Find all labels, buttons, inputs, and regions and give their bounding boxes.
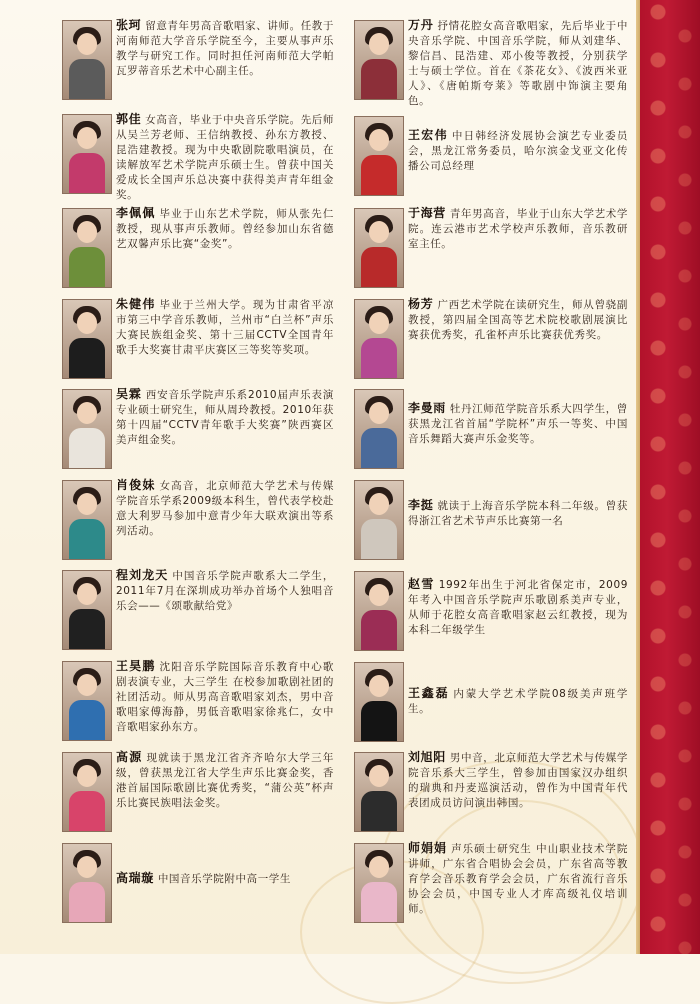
portrait-photo (354, 571, 404, 651)
person-name: 万丹 (408, 18, 434, 32)
decorative-red-border (640, 0, 700, 954)
bio-text: 广西艺术学院在读研究生，师从曾骁副教授，第四届全国高等艺术院校歌剧展演比赛获优秀奖，孔雀杯声乐比赛获优秀奖。 (408, 299, 628, 341)
bio-text: 内蒙大学艺术学院08级美声班学生。 (408, 688, 628, 715)
profile-bio (408, 841, 628, 917)
bio-text: 毕业于兰州大学。现为甘肃省平凉市第三中学音乐教师，兰州市“白兰杯”声乐大赛民族组金奖、第十三届CCTV全国青年歌手大奖赛甘肃平庆赛区三等奖等奖项。 (116, 299, 334, 356)
portrait-photo (354, 299, 404, 379)
person-name: 王鑫磊 (408, 686, 450, 700)
profile-bio (116, 659, 334, 735)
profile-bio (408, 401, 628, 447)
bio-text: 中国音乐学院附中高一学生 (157, 873, 292, 885)
portrait-photo (62, 389, 112, 469)
bio-text: 女高音，毕业于中央音乐学院。先后师从吴兰芳老师、王信纳教授、孙东方教授、昆浩建教授。现为中央歌剧院歌唱演员，在读解放军艺术学院声乐硕士生。曾获中国关爱成长全国声乐总决赛中获得美声青年组金奖。 (116, 114, 335, 201)
person-name: 于海营 (408, 206, 446, 220)
person-name: 郭佳 (116, 112, 142, 126)
portrait-photo (62, 661, 112, 741)
bio-text: 毕业于山东艺术学院，师从张先仁教授，现从事声乐教师。曾经参加山东省德艺双馨声乐比赛“金奖”。 (116, 208, 334, 250)
portrait-photo (62, 299, 112, 379)
profile-bio (116, 871, 334, 887)
portrait-photo (62, 208, 112, 288)
portrait-photo (354, 480, 404, 560)
portrait-photo (354, 662, 404, 742)
bio-text: 西安音乐学院声乐系2010届声乐表演专业硕士研究生，师从周玲教授。2010年获第十四届“CCTV青年歌手大奖赛”陕西赛区美声组金奖。 (116, 389, 334, 446)
profile-bio (116, 478, 334, 539)
portrait-photo (62, 480, 112, 560)
person-name: 李曼雨 (408, 401, 446, 415)
profile-bio (116, 297, 334, 358)
portrait-photo (62, 114, 112, 194)
person-name: 师娟娟 (408, 841, 448, 855)
profile-bio (116, 206, 334, 252)
portrait-photo (62, 20, 112, 100)
portrait-photo (354, 843, 404, 923)
profile-bio (116, 18, 334, 79)
bio-text: 就读于上海音乐学院本科二年级。曾获得浙江省艺术节声乐比赛第一名 (408, 500, 628, 527)
bio-text: 抒情花腔女高音歌唱家，先后毕业于中央音乐学院、中国音乐学院，师从刘建华、黎信昌、昆浩建、邓小俊等教授，分别获学士与硕士学位。首在《茶花女》、《波西米亚人》、《唐帕斯夸莱》等歌剧中饰演主要角色。 (408, 20, 628, 107)
portrait-photo (354, 208, 404, 288)
profile-bio (408, 297, 628, 343)
bio-text: 沈阳音乐学院国际音乐教育中心歌剧表演专业，大三学生 在校参加歌剧社团的社团活动。师从男高音歌唱家刘杰，男中音歌唱家傅海静，男低音歌唱家徐兆仁，女中音歌唱家孙东方。 (116, 661, 334, 733)
person-name: 赵雪 (408, 577, 435, 591)
portrait-photo (354, 752, 404, 832)
portrait-photo (354, 116, 404, 196)
person-name: 高源 (116, 750, 143, 764)
person-name: 杨芳 (408, 297, 434, 311)
person-name: 李佩佩 (116, 206, 156, 220)
bio-text: 中国音乐学院声歌系大二学生，2011年7月在深圳成功举办首场个人独唱音乐会——《颂歌献给党》 (116, 570, 334, 612)
profile-bio (116, 568, 334, 614)
person-name: 肖俊妹 (116, 478, 156, 492)
profile-bio (408, 128, 628, 174)
bio-text: 青年男高音，毕业于山东大学艺术学院。连云港市艺术学校声乐教师，音乐教研室主任。 (408, 208, 628, 250)
person-name: 李挺 (408, 498, 434, 512)
person-name: 王宏伟 (408, 128, 448, 142)
bio-text: 男中音，北京师范大学艺术与传媒学院音乐系大三学生，曾参加由国家汉办组织的瑞典和丹麦巡演活动，曾作为中国青年代表团成员访问演出韩国。 (408, 752, 628, 809)
profile-bio (408, 18, 628, 109)
profile-bio (408, 498, 628, 529)
bio-text: 1992年出生于河北省保定市，2009年考入中国音乐学院声乐歌剧系美声专业，从师于花腔女高音歌唱家赵云红教授，现为本科二年级学生 (408, 579, 629, 636)
person-name: 朱健伟 (116, 297, 156, 311)
person-name: 刘旭阳 (408, 750, 446, 764)
person-name: 王昊鹏 (116, 659, 156, 673)
portrait-photo (62, 752, 112, 832)
profile-bio (116, 112, 334, 203)
portrait-photo (62, 570, 112, 650)
profile-bio (116, 750, 334, 811)
portrait-photo (62, 843, 112, 923)
person-name: 张珂 (116, 18, 142, 32)
profile-bio (408, 686, 628, 717)
bio-text: 牡丹江师范学院音乐系大四学生，曾获黑龙江省首届“学院杯”声乐一等奖、中国音乐舞蹈大赛声乐金奖等。 (408, 403, 628, 445)
profile-bio (116, 387, 334, 448)
portrait-photo (354, 20, 404, 100)
person-name: 高瑞璇 (116, 871, 154, 885)
bio-text: 女高音，北京师范大学艺术与传媒学院音乐学系2009级本科生，曾代表学校赴意大利罗马参加中意青少年大联欢演出等系列活动。 (116, 480, 334, 537)
profile-bio (408, 577, 628, 638)
bio-text: 留意青年男高音歌唱家、讲师。任教于河南师范大学音乐学院至今，主要从事声乐教学与研究工作。同时担任河南师范大学帕瓦罗蒂音乐艺术中心副主任。 (116, 20, 335, 77)
bio-text: 声乐硕士研究生 中山职业技术学院讲师，广东省合唱协会会员，广东省高等教育学会音乐教育学会会员，广东省流行音乐协会会员，中国专业人才库高级礼仪培训师。 (408, 843, 628, 915)
person-name: 吴霖 (116, 387, 142, 401)
portrait-photo (354, 389, 404, 469)
person-name: 程刘龙天 (116, 568, 169, 582)
profile-bio (408, 206, 628, 252)
bio-text: 现就读于黑龙江省齐齐哈尔大学三年级，曾获黑龙江省大学生声乐比赛金奖，香港首届国际歌剧比赛优秀奖，“蒲公英”杯声乐比赛民族唱法金奖。 (116, 752, 335, 809)
bio-text: 中日韩经济发展协会演艺专业委员会，黑龙江常务委员，哈尔滨金戈亚文化传播公司总经理 (408, 130, 628, 172)
profile-bio (408, 750, 628, 811)
